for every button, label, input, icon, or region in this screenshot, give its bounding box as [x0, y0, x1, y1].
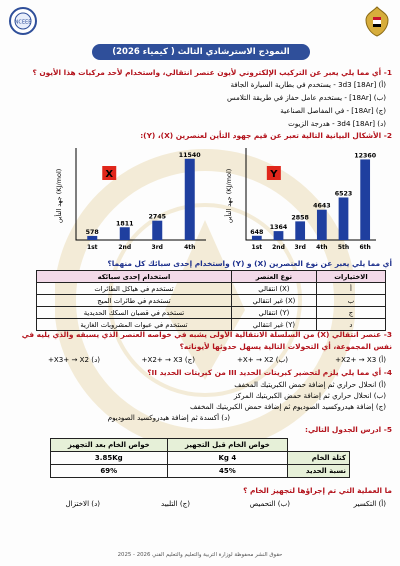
q1-option-d[interactable]: (د) [18Ar] 3d4 - هدرجة الزيوت [288, 119, 386, 128]
table-cell: 45% [167, 465, 288, 478]
data-label: 648 [250, 228, 264, 236]
q1-option-b[interactable]: (ب) [18Ar] - يستخدم عامل حفاز في طريقة التلامس [226, 93, 386, 102]
tick-label: 5th [337, 244, 350, 251]
tick-label: 4th [316, 244, 328, 251]
tick-label: 4th [184, 244, 196, 251]
table-cell: 4 Kg [167, 452, 288, 465]
q3-option-c[interactable]: (ج) X2+ → X3+ [141, 355, 195, 364]
table-row [51, 465, 350, 478]
tick-label: 6th [359, 244, 371, 251]
table-cell: 69% [51, 465, 168, 478]
q3-option-a[interactable]: (أ) X2+ → X3+ [335, 355, 386, 364]
data-label: 4643 [313, 202, 331, 210]
question-1-stem: 1- أي مما يلي يعبر عن التركيب الإلكتروني لأيون عنصر انتقالي، واستخدام لأحد مركبات هذا الأيون ؟ [32, 68, 392, 77]
table-cell: أ [316, 283, 385, 295]
choice-row-b[interactable] [37, 295, 386, 307]
question-5-stem: 5- ادرس الجدول التالي: [305, 425, 392, 434]
egypt-eagle-emblem [362, 4, 392, 38]
table-header-before: خواص الخام قبل التجهيز [167, 439, 288, 452]
tick-label: 2nd [272, 244, 285, 251]
table-cell: تستخدم في قضبان السكك الحديدية [37, 307, 232, 319]
ionization-chart-x [52, 142, 218, 256]
chart-bar [317, 210, 327, 240]
q4-option-d[interactable]: (د) أكسدة ثم إضافة هيدروكسيد الصوديوم [107, 413, 230, 422]
data-label: 6523 [334, 190, 353, 198]
tick-label: 3rd [294, 244, 306, 251]
exam-title: النموذج الاسترشادي الثالث ( كيمياء 2026) [92, 44, 310, 60]
question-5-sub: ما العملية التي تم إجراؤها لتجهيز الخام ؟ [243, 486, 392, 495]
chart-bar [360, 159, 370, 240]
chart-bar [120, 227, 130, 240]
table-cell: ج [316, 307, 385, 319]
nceee-logo [8, 6, 38, 36]
data-label: 1364 [269, 224, 288, 232]
question-2-sub: أي مما يلي يعبر عن نوع العنصرين (X) و (Y) واستخدام إحدى سبائك كل منهما؟ [107, 259, 392, 268]
q5-option-c[interactable]: (ج) التلبيد [161, 499, 190, 508]
tick-label: 2nd [118, 244, 132, 251]
chart-bar [87, 236, 97, 240]
chart-axes [246, 148, 376, 240]
col-choice: الاختيارات [316, 271, 385, 283]
choice-row-d[interactable] [37, 319, 386, 331]
chart-bar [274, 231, 284, 240]
col-element-type: نوع العنصر [231, 271, 316, 283]
data-label: 1811 [115, 220, 134, 228]
q4-option-b[interactable]: (ب) انحلال حراري ثم إضافة حمض الكبريتيك المركز [233, 391, 386, 400]
question-4-stem: 4- أي مما يلي يلزم لتحضير كبريتات الحديد III من كبريتات الحديد II؟ [147, 368, 392, 377]
table-cell: تستخدم في عبوات المشروبات الغازية [37, 319, 232, 331]
q5-option-b[interactable]: (ب) التحميص [249, 499, 290, 508]
table-cell: (X) غير انتقالي [231, 295, 316, 307]
tick-label: 1st [251, 244, 263, 251]
table-header-after: خواص الخام بعد التجهيز [51, 439, 168, 452]
y-axis-label: جهد التأين (KJ/mol) [55, 168, 63, 224]
chart-bar [252, 236, 262, 240]
table-cell: نسبة الحديد [288, 465, 350, 478]
chart-bar [295, 221, 305, 240]
table-cell: كتلة الخام [288, 452, 350, 465]
copyright-footer: حقوق النشر محفوظة لوزارة التربية والتعليم والتعليم الفني 2026 - 2025 [117, 552, 283, 558]
element-label: X [105, 169, 114, 180]
table-cell: تستخدم في هياكل الطائرات [37, 283, 232, 295]
table-header-empty [288, 439, 350, 452]
ionization-chart-y [222, 142, 388, 256]
question-2-stem: 2- الأشكال البيانية التالية تعبر عن قيم جهود التأين لعنصرين (X)، (Y): [140, 131, 392, 140]
ore-properties-table [50, 438, 350, 478]
table-cell: (Y) غير انتقالي [231, 319, 316, 331]
svg-text:NCEEE: NCEEE [14, 19, 32, 26]
data-label: 578 [85, 228, 99, 236]
chart-bar [185, 159, 195, 240]
q3-option-b[interactable]: (ب) X+ → X2+ [236, 355, 288, 364]
table-row [51, 452, 350, 465]
table-cell: (X) انتقالي [231, 283, 316, 295]
table-cell: ب [316, 295, 385, 307]
y-axis-label: جهد التأين (KJ/mol) [225, 168, 233, 224]
question-3-stem-line2: نفس المجموعة، أي التحولات التالية يسهل حدوثها لأيوناته؟ [179, 342, 392, 351]
q1-option-c[interactable]: (ج) [18Ar] - في المفاصل الصناعية [280, 106, 386, 115]
choices-table [36, 270, 386, 331]
q4-option-c[interactable]: (ج) إضافة هيدروكسيد الصوديوم ثم إضافة حمض الكبريتيك المخفف [190, 402, 386, 411]
data-label: 2745 [148, 213, 167, 221]
data-label: 12360 [354, 152, 377, 160]
table-cell: تستخدم في طائرات الميج [37, 295, 232, 307]
col-alloy-use: استخدام إحدى سبائكه [37, 271, 232, 283]
q1-option-a[interactable]: (أ) [18Ar] 3d3 - يستخدم في بطارية السيارة الجافة [230, 80, 386, 89]
data-label: 11540 [178, 151, 201, 159]
table-cell: د [316, 319, 385, 331]
tick-label: 1st [86, 244, 98, 251]
table-cell: (Y) انتقالي [231, 307, 316, 319]
q3-option-d[interactable]: (د) X3+ → X2+ [47, 355, 100, 364]
table-cell: 3.85Kg [51, 452, 168, 465]
q5-option-a[interactable]: (أ) التكسير [353, 499, 386, 508]
question-3-stem-line1: 3- عنصر انتقالي (X) من السلسلة الانتقالية الأولى يشبه في خواصه العنصر الذي يسبقه والذي يليه في [21, 330, 392, 339]
chart-bar [339, 197, 349, 240]
tick-label: 3rd [151, 244, 163, 251]
data-label: 2858 [291, 214, 309, 222]
choice-row-a[interactable] [37, 283, 386, 295]
element-label: Y [270, 169, 278, 180]
q5-option-d[interactable]: (د) الاختزال [65, 499, 100, 508]
choice-row-c[interactable] [37, 307, 386, 319]
chart-bar [152, 221, 162, 240]
q4-option-a[interactable]: (أ) انحلال حراري ثم إضافة حمض الكبريتيك المخفف [234, 380, 386, 389]
